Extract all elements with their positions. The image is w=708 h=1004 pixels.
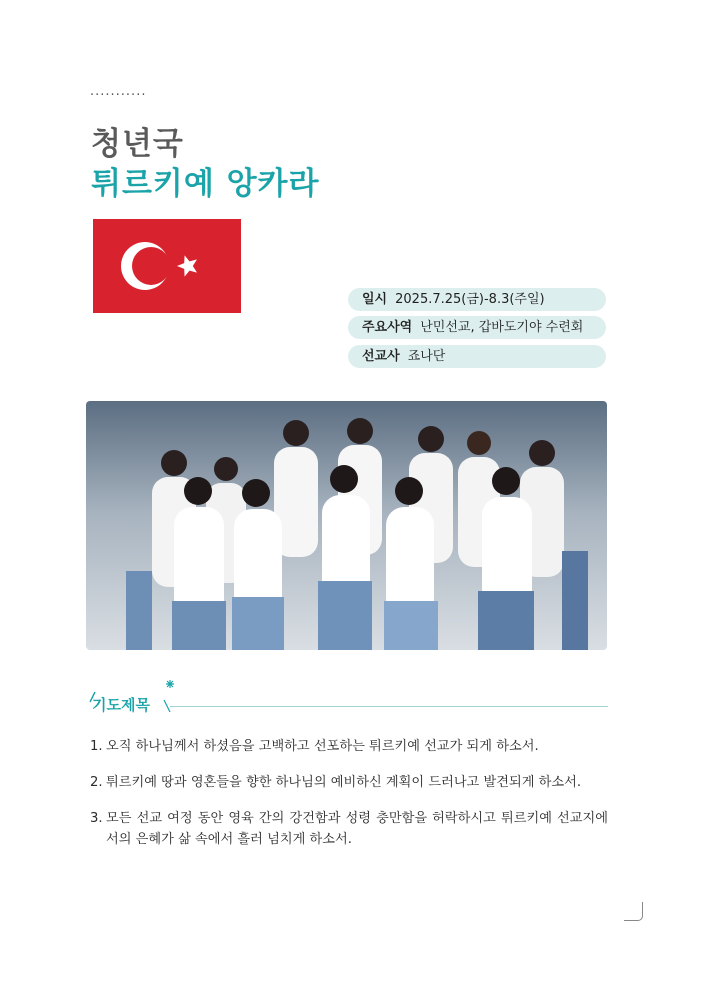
prayer-section-header xyxy=(86,672,608,712)
section-divider xyxy=(170,706,608,707)
prayer-number: 1. xyxy=(90,739,103,754)
prayer-item xyxy=(90,772,608,793)
prayer-number: 2. xyxy=(90,775,103,790)
decorative-dots: ........... xyxy=(90,84,147,99)
info-date xyxy=(348,288,606,311)
prayer-list xyxy=(90,736,608,865)
info-missionary-label: 선교사 xyxy=(362,349,400,364)
prayer-text: 튀르키예 땅과 영혼들을 향한 하나님의 예비하신 계획이 드러나고 발견되게 하소서. xyxy=(106,775,582,790)
info-ministry-label: 주요사역 xyxy=(362,320,413,335)
info-ministry-value: 난민선교, 갑바도기야 수련회 xyxy=(420,320,584,335)
info-missionary xyxy=(348,345,606,368)
info-date-label: 일시 xyxy=(362,292,388,307)
prayer-text: 오직 하나님께서 하셨음을 고백하고 선포하는 튀르키예 선교가 되게 하소서. xyxy=(106,739,539,754)
prayer-number: 3. xyxy=(90,811,103,826)
page-subtitle: 튀르키예 앙카라 xyxy=(91,166,320,202)
info-date-value: 2025.7.25(금)-8.3(주일) xyxy=(395,292,545,307)
prayer-text: 모든 선교 여정 동안 영육 간의 강건함과 성령 충만함을 허락하시고 튀르키예 선교지에서의 은혜가 삶 속에서 흘러 넘치게 하소서. xyxy=(106,811,608,847)
prayer-section-title: 기도제목 xyxy=(92,696,150,714)
page-title: 청년국 xyxy=(91,126,184,162)
page-corner-mark xyxy=(624,902,643,921)
prayer-item xyxy=(90,808,608,850)
team-group-photo xyxy=(86,401,607,650)
info-missionary-value: 죠나단 xyxy=(407,349,446,364)
turkey-flag-image xyxy=(93,219,241,313)
prayer-item xyxy=(90,736,608,757)
info-ministry xyxy=(348,316,606,339)
